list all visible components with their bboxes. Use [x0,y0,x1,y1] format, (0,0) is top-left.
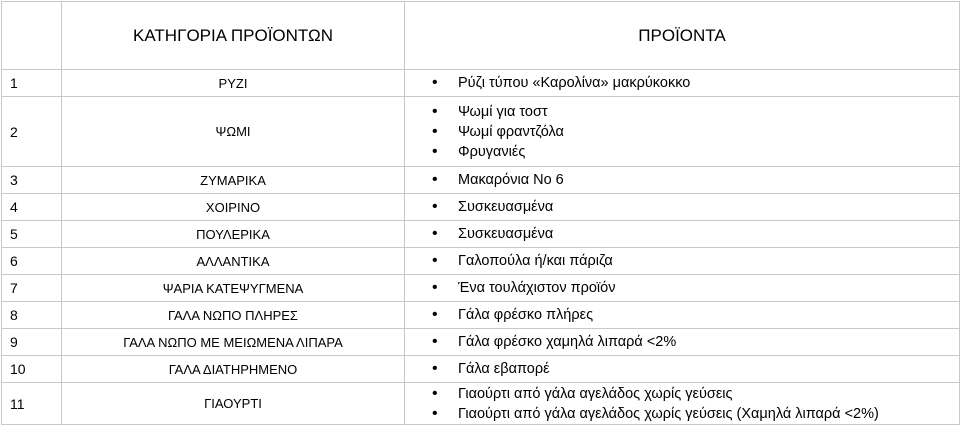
row-products [405,383,960,425]
product-item: • Ψωμί φραντζόλα [405,122,959,142]
product-item: • Γάλα φρέσκο χαμηλά λιπαρά <2% [405,332,959,352]
row-products [405,329,960,356]
row-number: 2 [2,97,62,167]
product-item: • Γαλοπούλα ή/και πάριζα [405,251,959,271]
row-products [405,194,960,221]
table-row [2,329,960,356]
product-list [405,224,959,244]
row-number: 1 [2,70,62,97]
row-category: ΠΟΥΛΕΡΙΚΑ [62,221,405,248]
table-row [2,275,960,302]
row-number: 9 [2,329,62,356]
header-number-cell [2,2,62,70]
row-number: 3 [2,167,62,194]
row-products [405,275,960,302]
table-row [2,356,960,383]
product-list [405,251,959,271]
product-item: • Γάλα φρέσκο πλήρες [405,305,959,325]
products-table [1,1,960,425]
table-row [2,167,960,194]
table-row [2,248,960,275]
table-row [2,383,960,425]
table-row [2,70,960,97]
row-category: ΓΙΑΟΥΡΤΙ [62,383,405,425]
row-number: 5 [2,221,62,248]
product-list [405,197,959,217]
row-category: ΡΥΖΙ [62,70,405,97]
product-list [405,278,959,298]
row-products [405,97,960,167]
row-category: ΑΛΛΑΝΤΙΚΑ [62,248,405,275]
row-products [405,302,960,329]
row-number: 6 [2,248,62,275]
row-category: ΓΑΛΑ ΝΩΠΟ ΠΛΗΡΕΣ [62,302,405,329]
row-category: ΓΑΛΑ ΝΩΠΟ ΜΕ ΜΕΙΩΜΕΝΑ ΛΙΠΑΡΑ [62,329,405,356]
row-number: 8 [2,302,62,329]
table-row [2,302,960,329]
header-row [2,2,960,70]
product-list [405,332,959,352]
row-number: 4 [2,194,62,221]
row-category: ΨΑΡΙΑ ΚΑΤΕΨΥΓΜΕΝΑ [62,275,405,302]
row-products [405,248,960,275]
product-item: • Μακαρόνια Νο 6 [405,170,959,190]
row-number: 10 [2,356,62,383]
product-item: • Ένα τουλάχιστον προϊόν [405,278,959,298]
table-row [2,194,960,221]
product-item: • Γιαούρτι από γάλα αγελάδος χωρίς γεύσεις (Χαμηλά λιπαρά <2%) [405,404,959,424]
product-list [405,102,959,162]
header-products: ΠΡΟΪΟΝΤΑ [405,2,960,70]
header-category: ΚΑΤΗΓΟΡΙΑ ΠΡΟΪΟΝΤΩΝ [62,2,405,70]
product-item: • Ψωμί για τοστ [405,102,959,122]
product-list [405,359,959,379]
product-item: • Φρυγανιές [405,142,959,162]
row-category: ΓΑΛΑ ΔΙΑΤΗΡΗΜΕΝΟ [62,356,405,383]
product-list [405,305,959,325]
row-products [405,221,960,248]
table-row [2,221,960,248]
product-list [405,170,959,190]
product-item: • Γάλα εβαπορέ [405,359,959,379]
row-products [405,167,960,194]
row-category: ΧΟΙΡΙΝΟ [62,194,405,221]
product-item: • Γιαούρτι από γάλα αγελάδος χωρίς γεύσεις [405,384,959,404]
row-number: 11 [2,383,62,425]
row-products [405,70,960,97]
row-number: 7 [2,275,62,302]
row-category: ΖΥΜΑΡΙΚΑ [62,167,405,194]
product-item: • Συσκευασμένα [405,197,959,217]
product-item: • Ρύζι τύπου «Καρολίνα» μακρύκοκκο [405,73,959,93]
product-list [405,73,959,93]
product-item: • Συσκευασμένα [405,224,959,244]
row-category: ΨΩΜΙ [62,97,405,167]
table-row [2,97,960,167]
row-products [405,356,960,383]
product-list [405,384,959,424]
